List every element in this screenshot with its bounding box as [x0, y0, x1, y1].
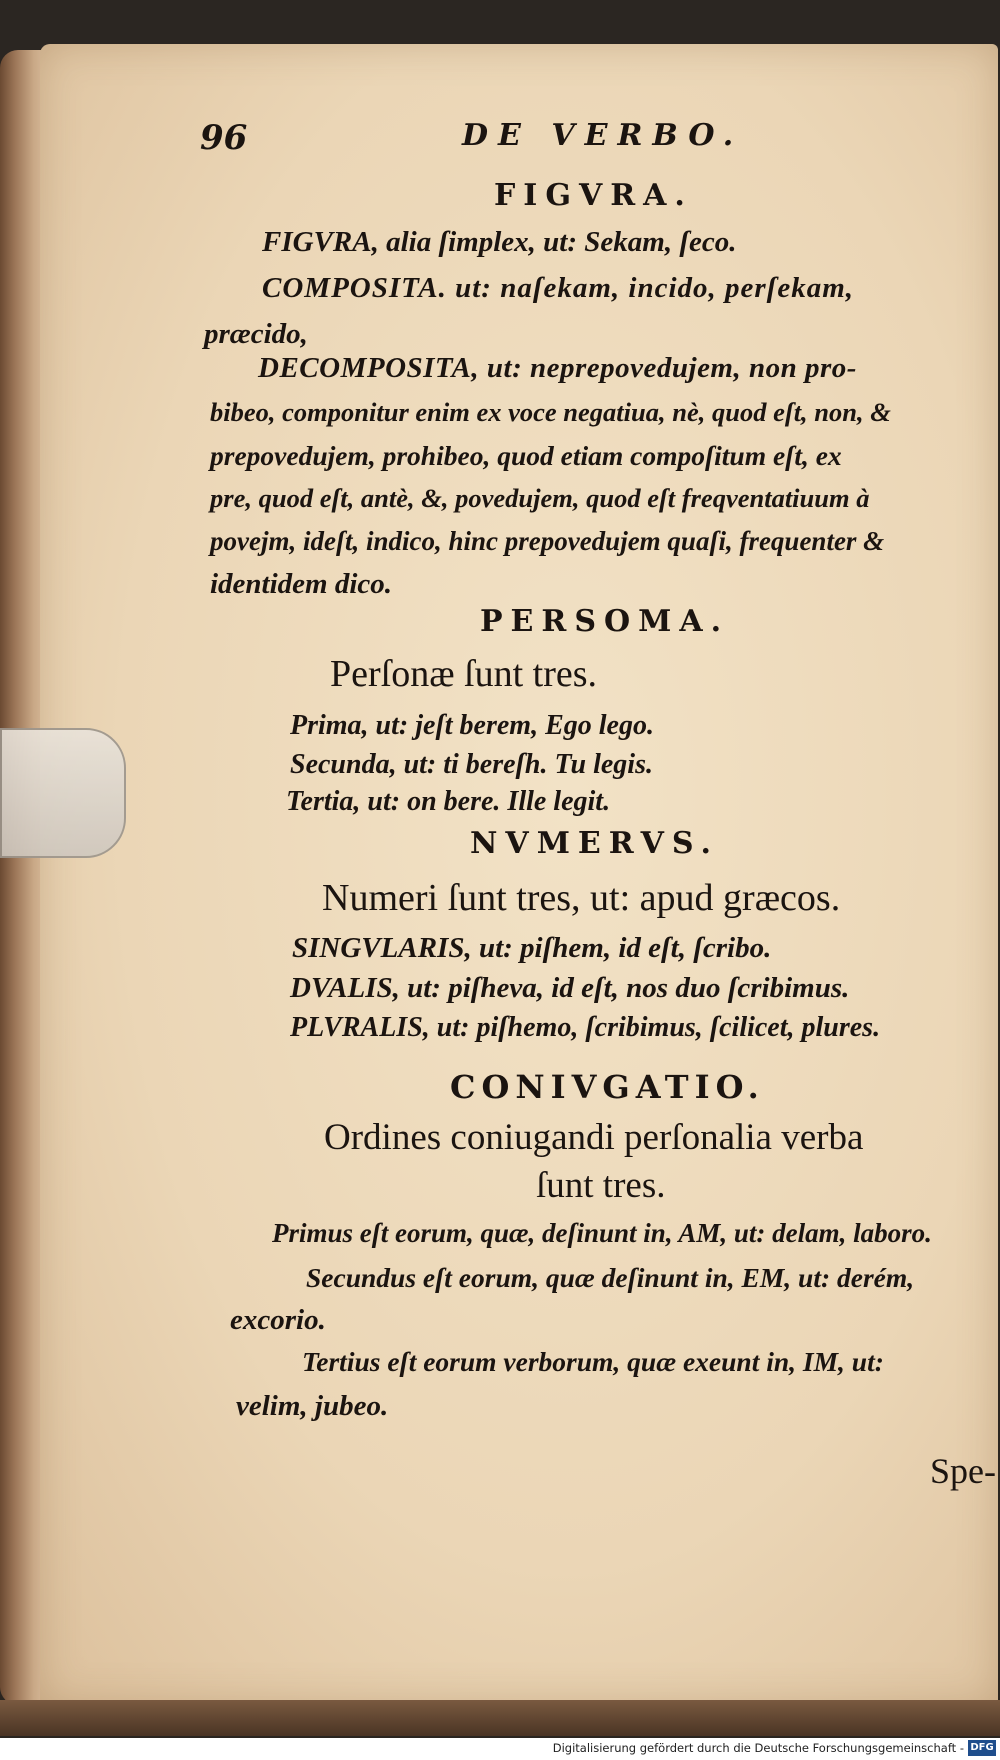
coniugatio-line: Primus eſt eorum, quæ, deſinunt in, AM, ut: delam, laboro.: [272, 1218, 932, 1248]
coniugatio-line: excorio.: [230, 1304, 326, 1336]
persona-line: Tertia, ut: on bere. Ille legit.: [286, 786, 611, 817]
figura-line: prepovedujem, prohibeo, quod etiam compoſitum eſt, ex: [210, 440, 842, 471]
heading-coniugatio: CONIVGATIO.: [450, 1068, 765, 1106]
heading-persona: PERSOMA.: [480, 604, 730, 639]
persona-intro: Perſonæ ſunt tres.: [330, 653, 598, 695]
numerus-intro: Numeri ſunt tres, ut: apud græcos.: [322, 877, 841, 919]
catchword: Spe-: [930, 1451, 996, 1491]
figura-line: identidem dico.: [210, 568, 393, 600]
digitization-credit: Digitalisierung gefördert durch die Deutsche Forschungsgemeinschaft -: [552, 1741, 964, 1755]
figura-line: DECOMPOSITA, ut: neprepovedujem, non pro-: [258, 352, 857, 384]
coniugatio-line: velim, jubeo.: [236, 1390, 389, 1422]
figura-line: COMPOSITA. ut: naſekam, incido, perſekam,: [262, 272, 855, 304]
page-number: 96: [200, 118, 248, 158]
figura-line: pre, quod eſt, antè, &, povedujem, quod eſt freqventatiuum à: [210, 483, 870, 513]
figura-line: FIGVRA, alia ſimplex, ut: Sekam, ſeco.: [262, 226, 737, 258]
dfg-logo: DFG: [968, 1740, 996, 1756]
figura-line: povejm, ideſt, indico, hinc prepovedujem quaſi, frequenter &: [210, 526, 885, 556]
book-cover-edge: [0, 1700, 1000, 1736]
persona-line: Secunda, ut: ti bereſh. Tu legis.: [290, 749, 653, 780]
figura-line: bibeo, componitur enim ex voce negatiua, nè, quod eſt, non, &: [210, 397, 891, 427]
running-head: DE VERBO.: [462, 118, 744, 153]
heading-numerus: NVMERVS.: [470, 826, 719, 861]
numerus-line: DVALIS, ut: piſheva, id eſt, nos duo ſcribimus.: [290, 972, 850, 1004]
persona-line: Prima, ut: jeſt berem, Ego lego.: [290, 710, 654, 741]
figura-line: præcido,: [204, 318, 308, 350]
coniugatio-intro: ſunt tres.: [536, 1165, 666, 1206]
page-clip: [0, 728, 126, 858]
coniugatio-intro: Ordines coniugandi perſonalia verba: [324, 1117, 864, 1158]
coniugatio-line: Tertius eſt eorum verborum, quæ exeunt in, IM, ut:: [302, 1346, 884, 1377]
numerus-line: PLVRALIS, ut: piſhemo, ſcribimus, ſcilicet, plures.: [290, 1012, 881, 1043]
numerus-line: SINGVLARIS, ut: piſhem, id eſt, ſcribo.: [292, 932, 772, 964]
heading-figura: FIGVRA.: [494, 178, 693, 213]
coniugatio-line: Secundus eſt eorum, quæ deſinunt in, EM, ut: derém,: [306, 1262, 915, 1293]
